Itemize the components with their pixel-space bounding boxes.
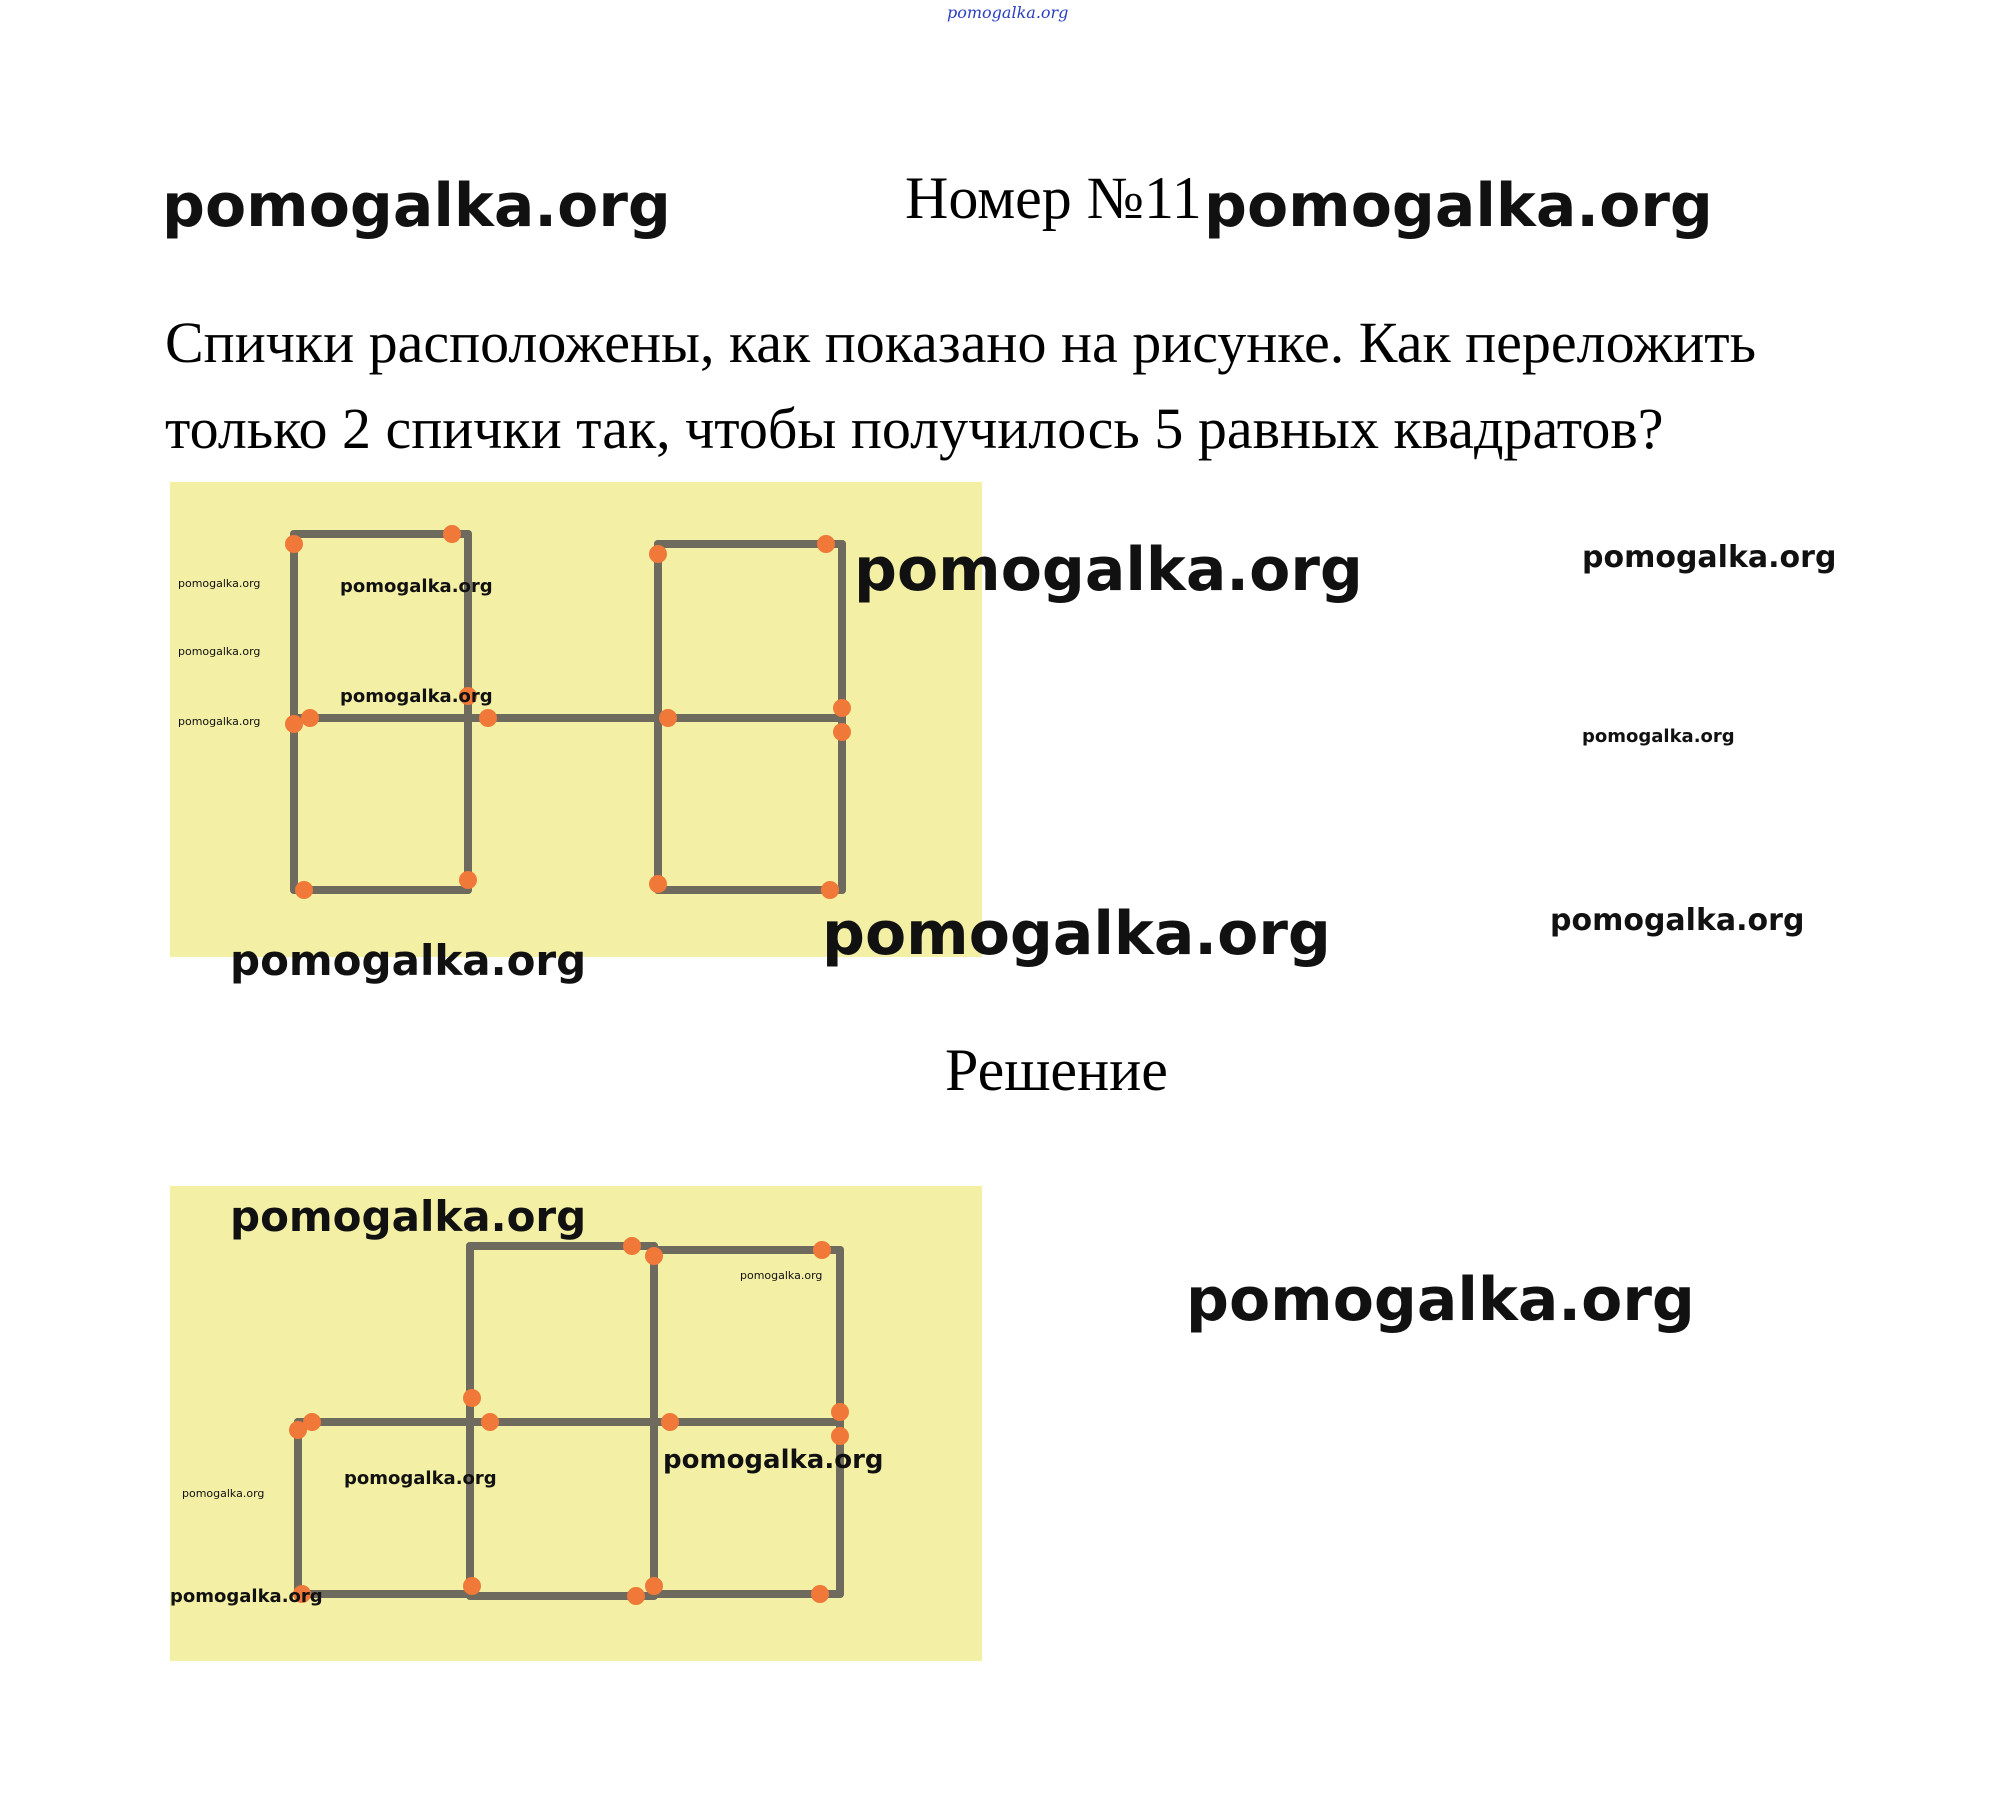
page-title: Номер №11	[905, 165, 1202, 231]
watermark: pomogalka.org	[344, 1468, 497, 1489]
watermark: pomogalka.org	[178, 645, 261, 658]
watermark: pomogalka.org	[162, 171, 671, 241]
watermark: pomogalka.org	[1582, 726, 1735, 747]
watermark: pomogalka.org	[340, 576, 493, 597]
watermark: pomogalka.org	[663, 1445, 884, 1475]
watermark: pomogalka.org	[1204, 171, 1713, 241]
watermark: pomogalka.org	[182, 1487, 265, 1500]
watermark: pomogalka.org	[170, 1586, 323, 1607]
watermark: pomogalka.org	[854, 535, 1363, 605]
watermark: pomogalka.org	[1582, 540, 1837, 575]
watermark: pomogalka.org	[822, 899, 1331, 969]
watermark: pomogalka.org	[340, 686, 493, 707]
header-site-link[interactable]: pomogalka.org	[947, 3, 1069, 22]
watermark: pomogalka.org	[740, 1269, 823, 1282]
watermark: pomogalka.org	[178, 577, 261, 590]
solution-heading: Решение	[945, 1037, 1168, 1103]
watermark: pomogalka.org	[1550, 903, 1805, 938]
watermark: pomogalka.org	[1186, 1265, 1695, 1335]
watermark: pomogalka.org	[178, 715, 261, 728]
problem-text: Спички расположены, как показано на рисунке. Как переложить только 2 спички так, чтобы получилось 5 равных квадратов?	[165, 310, 1757, 461]
watermark: pomogalka.org	[230, 1192, 587, 1241]
watermark: pomogalka.org	[230, 936, 587, 985]
